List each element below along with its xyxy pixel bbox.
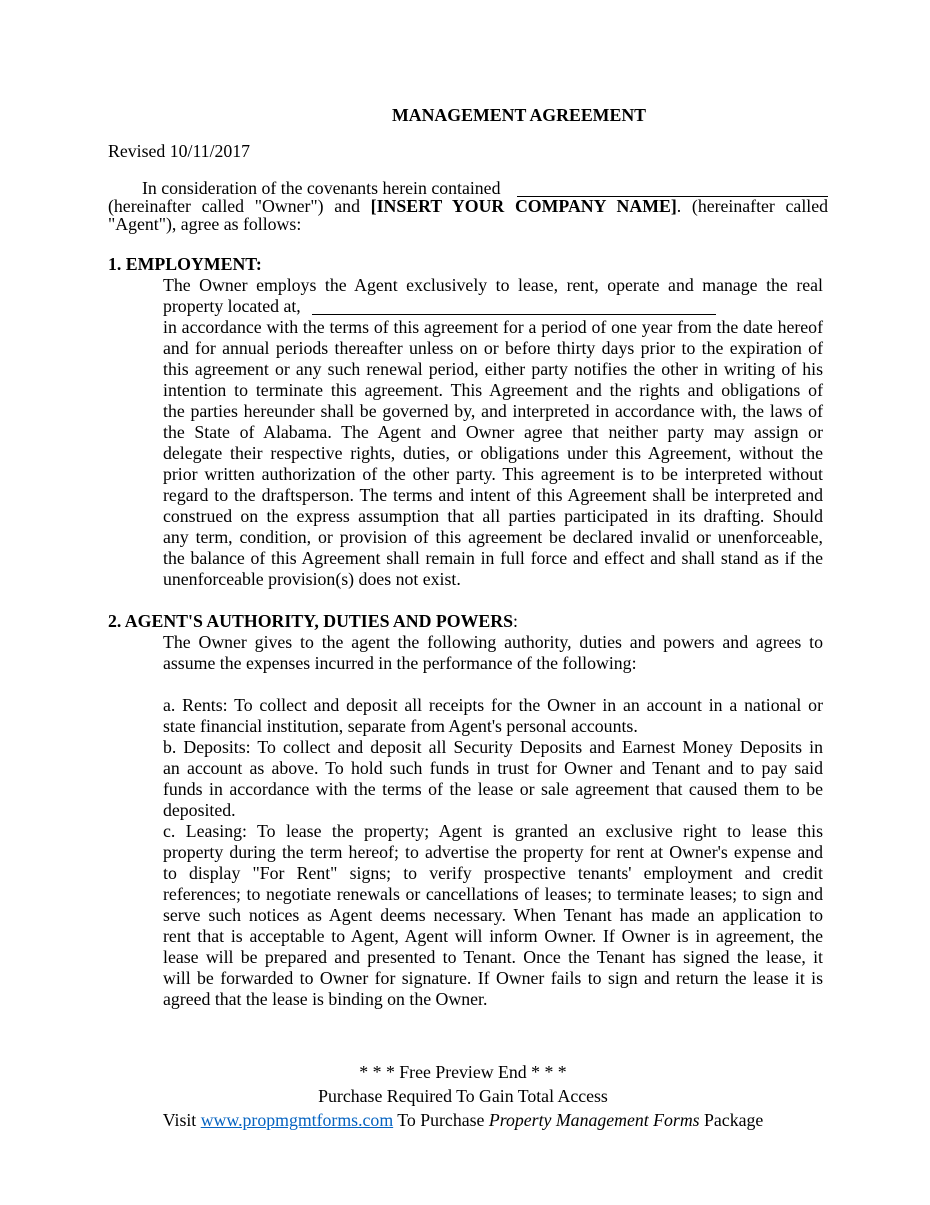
product-name: Property Management Forms	[488, 1110, 700, 1130]
employment-clause-line: this agreement or any such renewal period, either party notifies the other in writing of his	[163, 359, 823, 379]
section-heading-employment: 1. EMPLOYMENT:	[108, 254, 262, 274]
preamble-text: . (hereinafter called	[676, 196, 828, 216]
section-heading-text: 2. AGENT'S AUTHORITY, DUTIES AND POWERS	[108, 611, 513, 631]
employment-clause-line: construed on the express assumption that all parties participated in its drafting. Should	[163, 506, 823, 526]
document-title: MANAGEMENT AGREEMENT	[391, 105, 647, 125]
rents-clause-line: state financial institution, separate from Agent's personal accounts.	[163, 716, 638, 736]
employment-clause-line: any term, condition, or provision of this agreement be declared invalid or unenforceable,	[163, 527, 823, 547]
employment-clause-line: the balance of this Agreement shall remain in full force and effect and shall stand as if the	[163, 548, 823, 568]
employment-clause-line: the parties hereunder shall be governed by, and interpreted in accordance with, the laws of	[163, 401, 823, 421]
employment-clause-line: prior written authorization of the other party. This agreement is to be interpreted without	[163, 464, 823, 484]
leasing-clause-line: serve such notices as Agent deems necessary. When Tenant has made an application to	[163, 905, 823, 925]
property-address-blank	[312, 314, 716, 315]
rents-clause-line: a. Rents: To collect and deposit all receipts for the Owner in an account in a national or	[163, 695, 823, 715]
company-name-placeholder: [INSERT YOUR COMPANY NAME]	[370, 196, 677, 216]
employment-clause-line: regard to the draftsperson. The terms and intent of this Agreement shall be interpreted and	[163, 485, 823, 505]
leasing-clause-line: agreed that the lease is binding on the Owner.	[163, 989, 488, 1009]
authority-intro-line: The Owner gives to the agent the following authority, duties and powers and agrees to	[163, 632, 823, 652]
purchase-link-line	[0, 1110, 926, 1131]
employment-clause-line: and for annual periods thereafter unless on or before thirty days prior to the expiration of	[163, 338, 823, 358]
deposits-clause-line: an account as above. To hold such funds in trust for Owner and Tenant and to pay said	[163, 758, 823, 778]
section-heading-colon: :	[512, 611, 518, 631]
preamble-line: "Agent"), agree as follows:	[108, 214, 302, 234]
employment-clause-line: intention to terminate this agreement. This Agreement and the rights and obligations of	[163, 380, 823, 400]
employment-clause-line: delegate their respective rights, duties, or obligations under this Agreement, without the	[163, 443, 823, 463]
authority-intro-line: assume the expenses incurred in the performance of the following:	[163, 653, 637, 673]
deposits-clause-line: funds in accordance with the terms of the lease or sale agreement that caused them to be	[163, 779, 823, 799]
leasing-clause-line: lease will be prepared and presented to Tenant. Once the Tenant has signed the lease, it	[163, 947, 823, 967]
visit-middle: To Purchase	[393, 1110, 489, 1130]
preview-end-notice: * * * Free Preview End * * *	[359, 1062, 567, 1082]
employment-clause-line: in accordance with the terms of this agreement for a period of one year from the date hereof	[163, 317, 823, 337]
visit-suffix: Package	[699, 1110, 764, 1130]
deposits-clause-line: deposited.	[163, 800, 236, 820]
leasing-clause-line: c. Leasing: To lease the property; Agent is granted an exclusive right to lease this	[163, 821, 823, 841]
purchase-link[interactable]: www.propmgmtforms.com	[200, 1110, 394, 1130]
preamble-line: In consideration of the covenants herein contained	[142, 178, 501, 198]
employment-clause-line: The Owner employs the Agent exclusively to lease, rent, operate and manage the real	[163, 275, 823, 295]
leasing-clause-line: references; to negotiate renewals or cancellations of leases; to terminate leases; to sign and	[163, 884, 823, 904]
revision-date: Revised 10/11/2017	[108, 141, 251, 161]
leasing-clause-line: rent that is acceptable to Agent, Agent will inform Owner. If Owner is in agreement, the	[163, 926, 823, 946]
employment-clause-line: property located at,	[163, 296, 301, 316]
preamble-text: (hereinafter called "Owner") and	[108, 196, 371, 216]
employment-clause-line: the State of Alabama. The Agent and Owner agree that neither party may assign or	[163, 422, 823, 442]
deposits-clause-line: b. Deposits: To collect and deposit all Security Deposits and Earnest Money Deposits in	[163, 737, 823, 757]
employment-clause-line: unenforceable provision(s) does not exist.	[163, 569, 461, 589]
visit-prefix: Visit	[162, 1110, 201, 1130]
leasing-clause-line: will be forwarded to Owner for signature. If Owner fails to sign and return the lease it is	[163, 968, 823, 988]
leasing-clause-line: to display "For Rent" signs; to verify prospective tenants' employment and credit	[163, 863, 823, 883]
leasing-clause-line: property during the term hereof; to advertise the property for rent at Owner's expense and	[163, 842, 823, 862]
purchase-notice: Purchase Required To Gain Total Access	[318, 1086, 608, 1106]
section-heading-authority	[108, 611, 518, 632]
